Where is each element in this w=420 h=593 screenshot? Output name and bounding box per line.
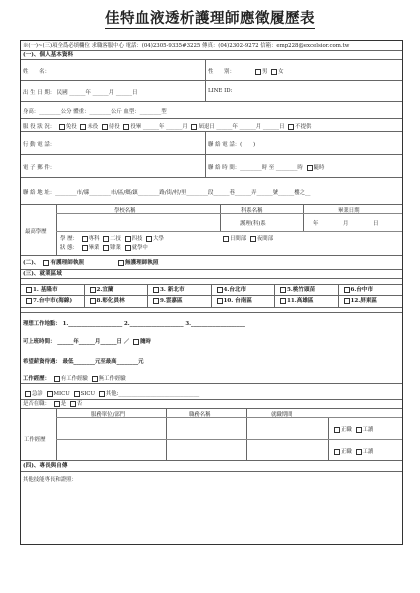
edu-day-label: 日 [373,221,379,227]
night-school-checkbox[interactable] [250,236,256,242]
edu-status-1-checkbox[interactable] [82,245,88,251]
on-job-yes-checkbox[interactable] [54,401,60,407]
military-row [21,119,402,132]
education-block [21,205,402,256]
area-option[interactable]: 9.雲嘉區 [148,296,212,307]
section-4-header: (四)、專長與自傳 [21,461,402,472]
areas-row [21,279,402,313]
mobile-field[interactable]: 行 動 電 話： [23,142,56,148]
skills-label: 其他技能專長和證照： [23,477,77,483]
on-job-row: 是否在職： 是 否 [21,400,402,409]
col-period-header: 就職期間 [271,412,293,418]
start-anytime-checkbox[interactable] [133,339,139,345]
area-option[interactable]: 4.台北市 [212,285,276,296]
name-gender-row [21,60,402,81]
birth-line-row [21,81,402,102]
female-checkbox[interactable] [271,69,277,75]
email-field[interactable]: 電 子 郵 件： [23,165,56,171]
area-option[interactable]: 12.屏東區 [339,296,403,307]
experience-table [21,409,402,461]
mil-retired-checkbox[interactable] [123,124,129,130]
military-options: 服 役 狀 況： 免役 未役 待役 役畢 ______年 ______月 屆退日 ______年 ______月 ______日 不提供 [23,124,312,130]
address-row [21,178,402,205]
area-option[interactable]: 6.台中市 [339,285,403,296]
edu-school-type-options: 日間部 夜間部 [221,234,273,242]
workplace-field[interactable]: 理想工作地點： 1.____________________ 2.____________________ 3.____________________ [23,321,245,327]
body-row [21,102,402,119]
area-option[interactable]: 10. 台南區 [212,296,276,307]
no-experience-checkbox[interactable] [92,376,98,382]
job-1-fulltime-checkbox[interactable] [334,427,340,433]
experience-row-label: 工作經歷 [24,437,46,443]
col-unit-header: 服務單位/部門 [91,412,126,418]
unit-options: 急診 MICU SICU 其他:______________________________ [23,389,199,397]
page-title: 佳特血液透析護理師應徵履歷表 [105,10,315,27]
on-job-no-checkbox[interactable] [70,401,76,407]
mil-waiting-checkbox[interactable] [102,124,108,130]
name-label: 姓 名： [23,69,50,75]
edu-highest-label: 最高學歷 [25,229,47,235]
edu-major-value: 護理(科)系 [240,221,266,227]
mil-none-checkbox[interactable] [80,124,86,130]
job-2-parttime-checkbox[interactable] [356,449,362,455]
anytime-checkbox[interactable] [307,165,313,171]
area-option[interactable]: 1. 基隆市 [21,285,85,296]
edu-school-header: 學校名稱 [114,208,136,214]
edu-year-label: 年 [313,221,319,227]
edu-level-3-checkbox[interactable] [125,236,131,242]
edu-level-options: 學 歷： 專科 二技 四技 大學 [60,236,164,242]
no-license-checkbox[interactable] [118,260,124,266]
line-id-field[interactable]: LINE ID: [208,88,233,94]
notice-row [21,41,402,51]
has-license-checkbox[interactable] [43,260,49,266]
unit-sicu-checkbox[interactable] [74,391,80,397]
area-option[interactable]: 2.宜蘭 [85,285,149,296]
area-option[interactable]: 8.彰化員林 [85,296,149,307]
address-field[interactable]: 聯 絡 地 址：________市/縣________市/區/鄉/鎮________路/街/村/里________段______巷______弄______號______樓之__ [23,190,311,196]
edu-month-label: 月 [343,221,349,227]
area-option[interactable]: 7.台中市(海線) [21,296,85,307]
form-table [20,40,403,545]
gender-label: 性 別： [208,69,235,75]
edu-status-options: 狀 態： 畢業 肄業 就學中 [60,245,148,251]
col-title-header: 職務名稱 [189,412,211,418]
phone-field[interactable]: 聯 絡 電 話：( ) [208,142,256,148]
experience-options: 工作經歷： 有工作經驗 無工作經驗 [23,376,126,382]
area-option[interactable]: 11.高雄區 [275,296,339,307]
area-option[interactable]: 5.桃竹頭苗 [275,285,339,296]
unit-micu-checkbox[interactable] [47,391,53,397]
day-school-checkbox[interactable] [223,236,229,242]
edu-status-3-checkbox[interactable] [125,245,131,251]
unit-other-checkbox[interactable] [99,391,105,397]
notice-text: ※(一)~(三)項全爲必填欄位 求職客服中心 電話：(04)2305-9335#3225 傳真：(04)2302-9272 信箱：emp228@excelsior.com.tw [23,43,350,49]
gender-options: 男 女 [253,67,284,75]
edu-level-1-checkbox[interactable] [82,236,88,242]
start-date-field: 可上班時間： ______年______月______日 ／ 隨時 [23,339,151,345]
salary-field[interactable]: 希望薪資待遇： 最低________元至最高________元 [23,359,144,365]
edu-level-2-checkbox[interactable] [103,236,109,242]
edu-level-4-checkbox[interactable] [146,236,152,242]
skills-block[interactable] [21,472,402,544]
unit-er-checkbox[interactable] [25,391,31,397]
mil-exempt-checkbox[interactable] [59,124,65,130]
section-1-header: (一)、個人基本資料 [21,51,402,60]
job-2-fulltime-checkbox[interactable] [334,449,340,455]
area-option[interactable]: 3. 新北市 [148,285,212,296]
job-2-status-options: 正職 工讀 [332,447,373,455]
units-row [21,384,402,400]
edu-status-2-checkbox[interactable] [103,245,109,251]
areas-grid [21,284,402,308]
birth-field[interactable]: 出 生 日 期： 民國 ______年 ______月 ______日 [23,90,138,96]
has-experience-checkbox[interactable] [54,376,60,382]
body-measure-field[interactable]: 身高：________公分 體重：________公斤 血型：________型 [23,109,167,115]
job-1-status-options: 正職 工讀 [332,425,373,433]
phone-row [21,132,402,155]
mil-discharge-checkbox[interactable] [191,124,197,130]
male-checkbox[interactable] [255,69,261,75]
mil-noinfo-checkbox[interactable] [288,124,294,130]
section-3-header: (三)、就業區域 [21,270,402,279]
section-2-license-row: (二)、 有護理師執照 無護理師執照 [21,256,402,270]
contact-time-field: 聯 絡 時 間：________時 至 ________時 隨時 [208,165,325,171]
edu-dept-header: 科系名稱 [241,208,263,214]
job-1-parttime-checkbox[interactable] [356,427,362,433]
job-preferences-block [21,313,402,384]
edu-date-header: 畢業日期 [338,208,360,214]
email-row [21,155,402,178]
